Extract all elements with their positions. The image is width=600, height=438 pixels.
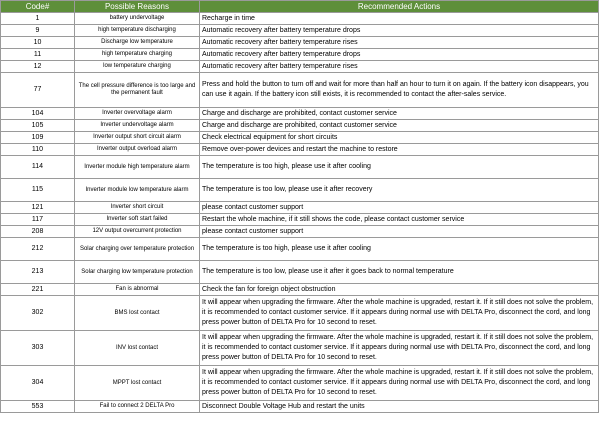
table-row [1, 214, 599, 226]
table-row [1, 202, 599, 214]
table-row [1, 73, 599, 108]
table-row [1, 108, 599, 120]
code-cell: 114 [1, 156, 75, 179]
action-cell: It will appear when upgrading the firmware. After the whole machine is upgraded, restart it. If it still does not solve the problem, it is recommended to contact customer service. If it appears during normal use with DELTA Pro, disconnect the cord, and long press power button of DELTA Pro for 10 second to reset. [200, 331, 599, 366]
table-row [1, 61, 599, 73]
table-row [1, 179, 599, 202]
table-row [1, 132, 599, 144]
code-cell: 213 [1, 261, 75, 284]
code-cell: 208 [1, 226, 75, 238]
code-cell: 104 [1, 108, 75, 120]
action-cell: Remove over-power devices and restart the machine to restore [200, 144, 599, 156]
action-cell: Press and hold the button to turn off and wait for more than half an hour to turn it on again. If the battery icon disappears, you can use it again. If the battery icon still exists, it is recommended to contact the after-sales service. [200, 73, 599, 108]
code-cell: 110 [1, 144, 75, 156]
table-row [1, 120, 599, 132]
reason-cell: Inverter output overload alarm [75, 144, 200, 156]
reason-cell: Inverter undervoltage alarm [75, 120, 200, 132]
code-cell: 9 [1, 25, 75, 37]
table-row [1, 156, 599, 179]
code-cell: 109 [1, 132, 75, 144]
code-cell: 121 [1, 202, 75, 214]
reason-cell: 12V output overcurrent protection [75, 226, 200, 238]
code-cell: 304 [1, 366, 75, 401]
table-row [1, 238, 599, 261]
table-body [1, 13, 599, 413]
code-cell: 10 [1, 37, 75, 49]
reason-cell: Inverter short circuit [75, 202, 200, 214]
reason-cell: high temperature charging [75, 49, 200, 61]
table-row [1, 331, 599, 366]
action-cell: Disconnect Double Voltage Hub and restart the units [200, 401, 599, 413]
reason-cell: Fail to connect 2 DELTA Pro [75, 401, 200, 413]
action-cell: Automatic recovery after battery temperature rises [200, 61, 599, 73]
action-cell: The temperature is too low, please use it after recovery [200, 179, 599, 202]
header-recommended-actions: Recommended Actions [200, 1, 599, 13]
table-row [1, 284, 599, 296]
code-cell: 303 [1, 331, 75, 366]
action-cell: Automatic recovery after battery temperature drops [200, 49, 599, 61]
action-cell: Charge and discharge are prohibited, contact customer service [200, 120, 599, 132]
reason-cell: Inverter soft start failed [75, 214, 200, 226]
reason-cell: Solar charging low temperature protection [75, 261, 200, 284]
action-cell: Charge and discharge are prohibited, contact customer service [200, 108, 599, 120]
reason-cell: Inverter module high temperature alarm [75, 156, 200, 179]
reason-cell: INV lost contact [75, 331, 200, 366]
action-cell: The temperature is too high, please use it after cooling [200, 156, 599, 179]
table-row [1, 13, 599, 25]
action-cell: The temperature is too low, please use it after it goes back to normal temperature [200, 261, 599, 284]
table-row [1, 25, 599, 37]
reason-cell: Fan is abnormal [75, 284, 200, 296]
action-cell: Check electrical equipment for short circuits [200, 132, 599, 144]
code-cell: 115 [1, 179, 75, 202]
table-row [1, 401, 599, 413]
table-row [1, 226, 599, 238]
code-cell: 77 [1, 73, 75, 108]
header-code: Code# [1, 1, 75, 13]
action-cell: It will appear when upgrading the firmware. After the whole machine is upgraded, restart it. If it still does not solve the problem, it is recommended to contact customer service. If it appears during normal use with DELTA Pro, disconnect the cord, and long press power button of DELTA Pro for 10 second to reset. [200, 296, 599, 331]
reason-cell: Inverter overvoltage alarm [75, 108, 200, 120]
header-possible-reasons: Possible Reasons [75, 1, 200, 13]
reason-cell: battery undervoltage [75, 13, 200, 25]
code-cell: 302 [1, 296, 75, 331]
code-cell: 553 [1, 401, 75, 413]
code-cell: 11 [1, 49, 75, 61]
reason-cell: BMS lost contact [75, 296, 200, 331]
action-cell: The temperature is too high, please use it after cooling [200, 238, 599, 261]
action-cell: Automatic recovery after battery temperature drops [200, 25, 599, 37]
code-cell: 12 [1, 61, 75, 73]
code-cell: 105 [1, 120, 75, 132]
reason-cell: Inverter output short circuit alarm [75, 132, 200, 144]
reason-cell: Inverter module low temperature alarm [75, 179, 200, 202]
action-cell: Restart the whole machine, if it still shows the code, please contact customer service [200, 214, 599, 226]
action-cell: please contact customer support [200, 226, 599, 238]
action-cell: It will appear when upgrading the firmware. After the whole machine is upgraded, restart it. If it still does not solve the problem, it is recommended to contact customer service. If it appears during normal use with DELTA Pro, disconnect the cord, and long press power button of DELTA Pro for 10 second to reset. [200, 366, 599, 401]
table-row [1, 144, 599, 156]
code-cell: 212 [1, 238, 75, 261]
table-row [1, 37, 599, 49]
table-row [1, 49, 599, 61]
code-cell: 221 [1, 284, 75, 296]
table-header-row [1, 1, 599, 13]
reason-cell: low temperature charging [75, 61, 200, 73]
action-cell: please contact customer support [200, 202, 599, 214]
action-cell: Recharge in time [200, 13, 599, 25]
reason-cell: MPPT lost contact [75, 366, 200, 401]
reason-cell: The cell pressure difference is too large and the permanent fault [75, 73, 200, 108]
code-cell: 1 [1, 13, 75, 25]
action-cell: Automatic recovery after battery temperature rises [200, 37, 599, 49]
table-row [1, 296, 599, 331]
table-row [1, 366, 599, 401]
code-cell: 117 [1, 214, 75, 226]
reason-cell: high temperature discharging [75, 25, 200, 37]
table-row [1, 261, 599, 284]
action-cell: Check the fan for foreign object obstruction [200, 284, 599, 296]
reason-cell: Solar charging over temperature protection [75, 238, 200, 261]
reason-cell: Discharge low temperature [75, 37, 200, 49]
